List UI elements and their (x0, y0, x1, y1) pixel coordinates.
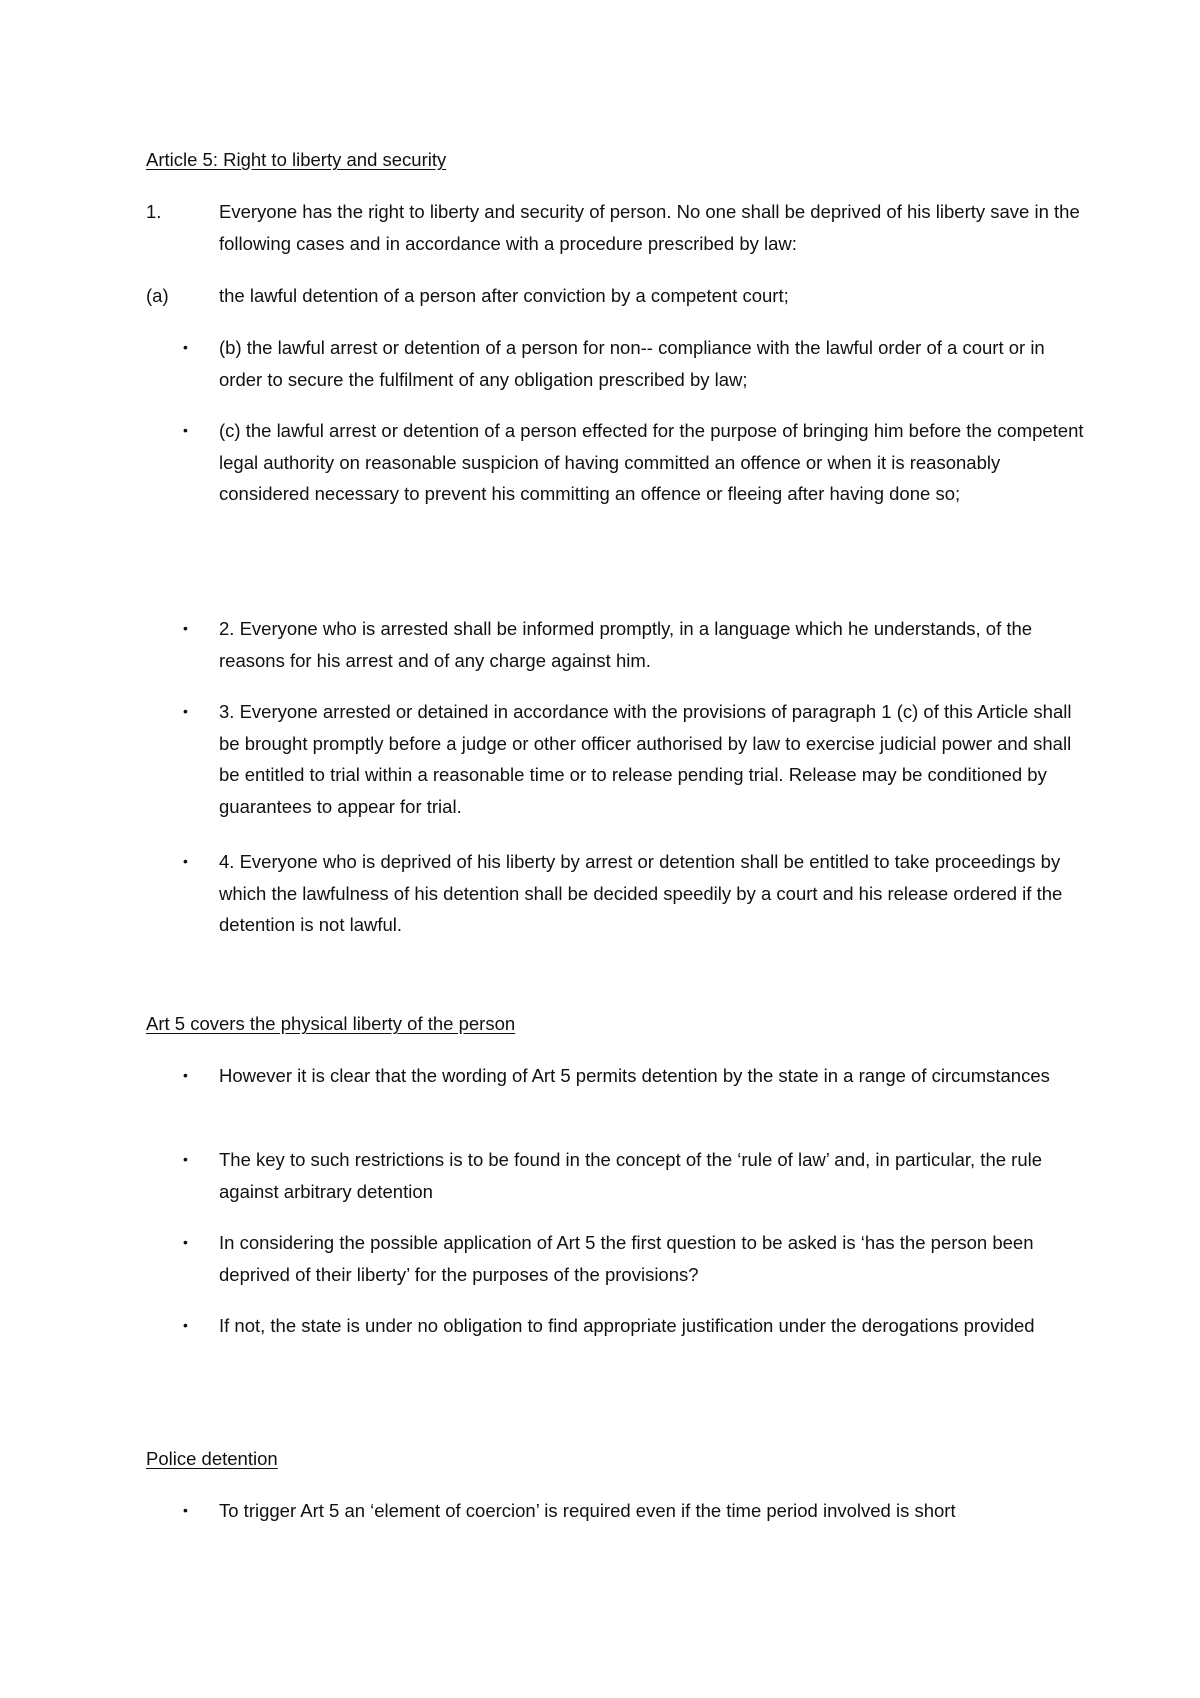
list-number: 1. (146, 201, 162, 222)
list-item-text: the lawful detention of a person after conviction by a competent court; (219, 285, 789, 306)
list-item (146, 415, 1086, 510)
section-heading-physical-liberty: Art 5 covers the physical liberty of the person (146, 1013, 516, 1034)
bullet-icon: • (183, 1502, 188, 1518)
list-item (146, 196, 1086, 259)
list-item-text: 3. Everyone arrested or detained in accordance with the provisions of paragraph 1 (c) of this Article shall be brought promptly before a judge or other officer authorised by law to exercise judicial power and shall be entitled to trial within a reasonable time or to release pending trial. Release may be conditioned by guarantees to appear for trial. (219, 701, 1072, 817)
bullet-icon: • (183, 620, 188, 636)
list-item (146, 696, 1086, 822)
list-item (146, 1144, 1086, 1207)
list-item-text: To trigger Art 5 an ‘element of coercion’ is required even if the time period involved is short (219, 1500, 956, 1521)
list-item (146, 332, 1086, 395)
list-item-text: The key to such restrictions is to be found in the concept of the ‘rule of law’ and, in particular, the rule against arbitrary detention (219, 1149, 1043, 1202)
bullet-icon: • (183, 1317, 188, 1333)
list-item-text: In considering the possible application of Art 5 the first question to be asked is ‘has the person been deprived of their liberty’ for the purposes of the provisions? (219, 1232, 1034, 1285)
list-item-text: 2. Everyone who is arrested shall be informed promptly, in a language which he understands, of the reasons for his arrest and of any charge against him. (219, 618, 1033, 671)
bullet-icon: • (183, 339, 188, 355)
list-item-text: Everyone has the right to liberty and security of person. No one shall be deprived of his liberty save in the following cases and in accordance with a procedure prescribed by law: (219, 201, 1080, 254)
list-item-text: (c) the lawful arrest or detention of a person effected for the purpose of bringing him before the competent legal authority on reasonable suspicion of having committed an offence or when it is reasonably considered necessary to prevent his committing an offence or fleeing after having done so; (219, 420, 1084, 504)
bullet-icon: • (183, 703, 188, 719)
list-item-text: 4. Everyone who is deprived of his liberty by arrest or detention shall be entitled to take proceedings by which the lawfulness of his detention shall be decided speedily by a court and his release ordered if the detention is not lawful. (219, 851, 1063, 935)
bullet-icon: • (183, 1067, 188, 1083)
list-item (146, 1060, 1086, 1092)
bullet-icon: • (183, 422, 188, 438)
list-item-text: However it is clear that the wording of Art 5 permits detention by the state in a range of circumstances (219, 1065, 1050, 1086)
list-letter: (a) (146, 285, 169, 306)
list-item-text: If not, the state is under no obligation to find appropriate justification under the derogations provided (219, 1315, 1035, 1336)
list-item (146, 280, 1086, 312)
list-item (146, 613, 1086, 676)
list-item-text: (b) the lawful arrest or detention of a person for non-- compliance with the lawful order of a court or in order to secure the fulfilment of any obligation prescribed by law; (219, 337, 1045, 390)
bullet-icon: • (183, 1234, 188, 1250)
bullet-icon: • (183, 1151, 188, 1167)
list-item (146, 846, 1086, 941)
list-item (146, 1495, 1086, 1527)
list-item (146, 1227, 1086, 1290)
section-heading-article-5: Article 5: Right to liberty and security (146, 149, 447, 170)
list-item (146, 1310, 1086, 1342)
section-heading-police-detention: Police detention (146, 1448, 278, 1469)
bullet-icon: • (183, 853, 188, 869)
